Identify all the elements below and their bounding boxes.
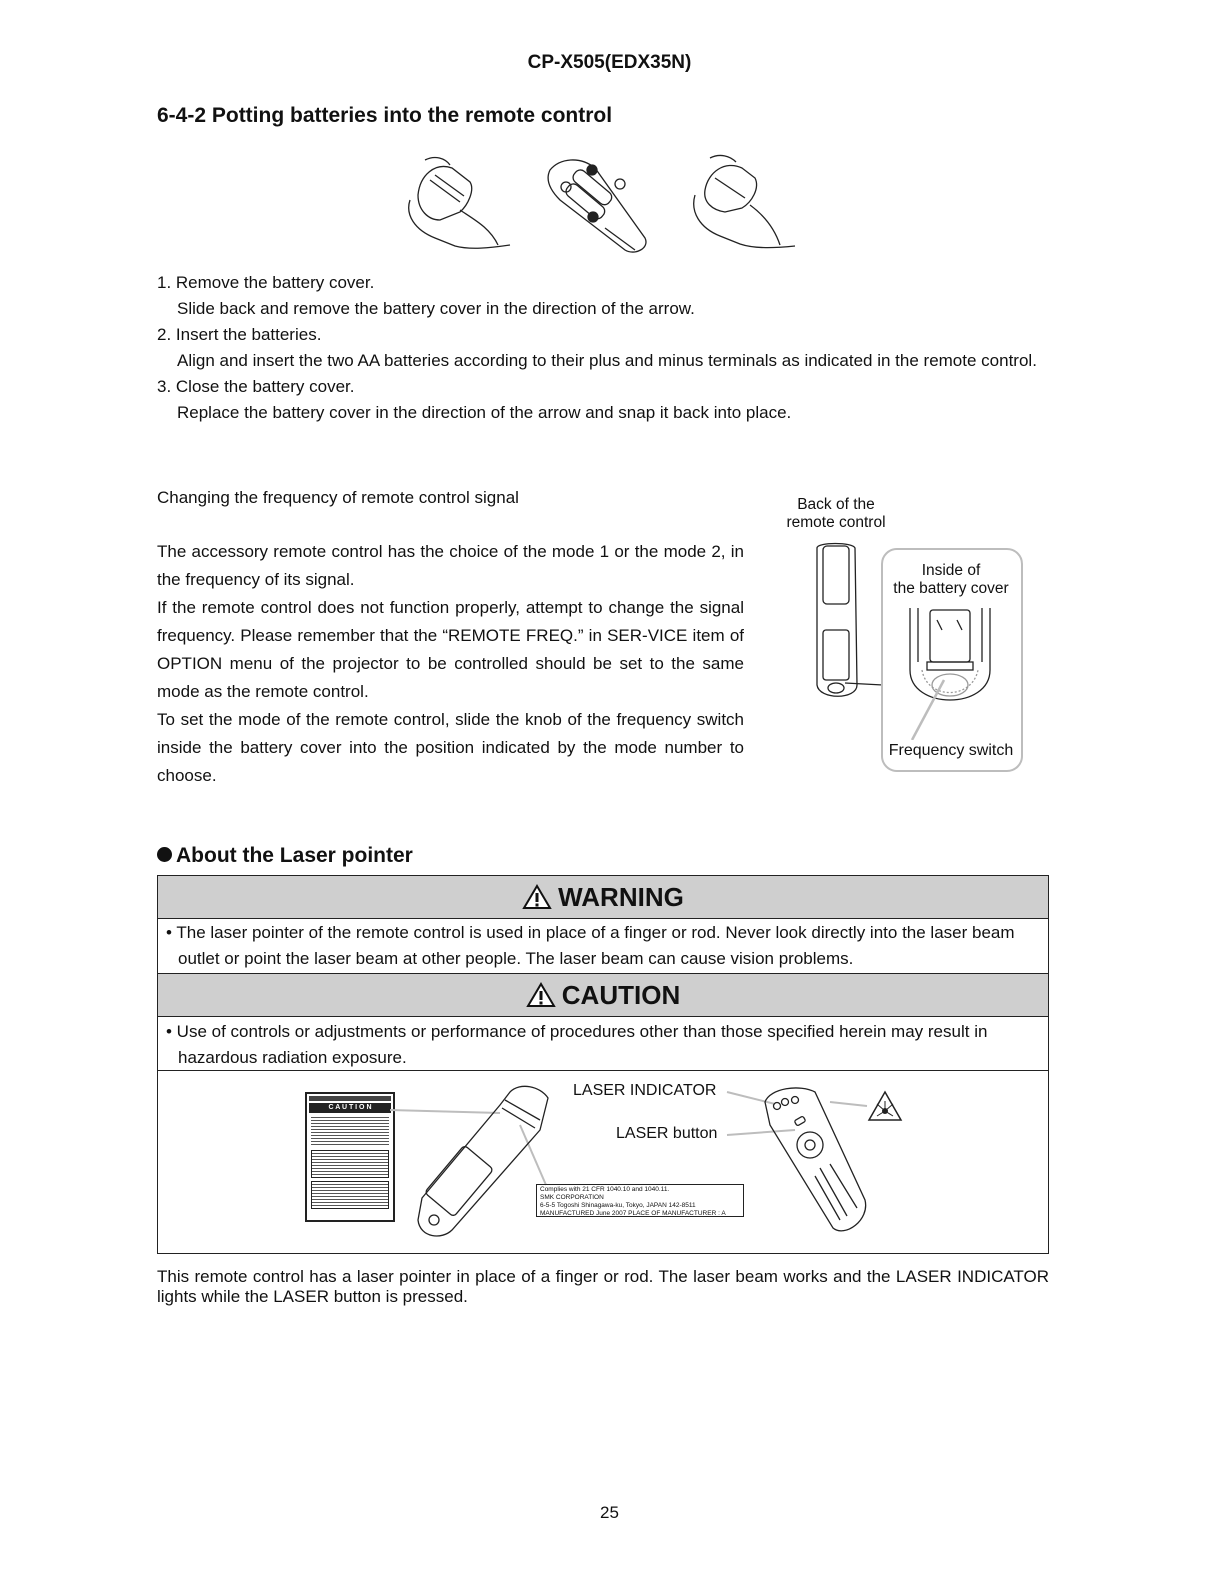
laser-indicator-label: LASER INDICATOR <box>573 1082 717 1099</box>
warning-bar <box>158 876 1048 919</box>
inside-label-line-1: Inside of <box>921 562 981 579</box>
laser-heading-text: About the Laser pointer <box>176 844 413 867</box>
frequency-paragraph-1: The accessory remote control has the choice of the mode 1 or the mode 2, in the frequency of its signal. <box>157 542 744 589</box>
battery-insertion-illustration <box>400 150 810 255</box>
step-1-detail: Slide back and remove the battery cover in the direction of the arrow. <box>177 299 695 318</box>
caution-triangle-icon <box>526 982 556 1008</box>
step-3-label: 3. Close the battery cover. <box>157 377 355 396</box>
warning-text: • The laser pointer of the remote control is used in place of a finger or rod. Never look directly into the laser beam outlet or point the laser beam at other people. The laser beam can cause vision problems. <box>158 919 1048 974</box>
caution-bar <box>158 974 1048 1017</box>
sticker-text-block-3 <box>311 1181 389 1209</box>
sticker-caution-title: C A U T I O N <box>309 1103 391 1113</box>
laser-pointer-heading <box>157 844 413 868</box>
frequency-paragraph-2: If the remote control does not function properly, attempt to change the signal frequency. Please remember that the “REMOTE FREQ.” in SER-VICE item of OPTION menu of the projector to be controlled should be set to the same mode as the remote control. <box>157 598 744 701</box>
frequency-description <box>157 538 744 790</box>
warning-triangle-icon <box>522 884 552 910</box>
caution-text: • Use of controls or adjustments or performance of procedures other than those specified herein may result in hazardous radiation exposure. <box>158 1017 1048 1071</box>
plate-line-1: Complies with 21 CFR 1040.10 and 1040.11. <box>540 1186 670 1193</box>
plate-line-2: SMK CORPORATION <box>540 1194 604 1201</box>
bullet-icon <box>157 847 172 862</box>
step-2-label: 2. Insert the batteries. <box>157 325 322 344</box>
frequency-heading: Changing the frequency of remote control signal <box>157 488 519 507</box>
remote-laser-front-drawing <box>725 1080 915 1240</box>
battery-steps-list <box>157 270 1037 426</box>
compliance-label-plate <box>536 1184 744 1217</box>
step-1-label: 1. Remove the battery cover. <box>157 273 375 292</box>
laser-hazard-icon <box>869 1092 901 1120</box>
document-model-header: CP-X505(EDX35N) <box>527 52 692 73</box>
battery-cover-inside-drawing <box>882 600 1018 740</box>
step-3-detail: Replace the battery cover in the direction of the arrow and snap it back into place. <box>177 403 792 422</box>
caution-sticker <box>305 1092 395 1222</box>
sticker-text-block-2 <box>311 1150 389 1178</box>
caution-title: CAUTION <box>561 980 681 1010</box>
hand-close-cover-drawing <box>694 155 795 247</box>
page-number: 25 <box>600 1503 619 1522</box>
laser-description: This remote control has a laser pointer in place of a finger or rod. The laser beam works and the LASER INDICATOR lights while the LASER button is pressed. <box>157 1267 1049 1306</box>
plate-line-4: MANUFACTURED June 2007 PLACE OF MANUFACTURER : A <box>540 1210 726 1217</box>
sticker-text-block-1 <box>311 1115 389 1147</box>
back-label-line-1: Back of the <box>797 496 875 513</box>
section-title: 6-4-2 Potting batteries into the remote control <box>157 104 613 127</box>
remote-battery-terminals-drawing <box>548 160 646 252</box>
warning-title: WARNING <box>558 882 684 912</box>
plate-line-3: 6-5-5 Togoshi Shinagawa-ku, Tokyo, JAPAN 142-8511 <box>540 1202 696 1209</box>
sticker-header-bar <box>309 1096 391 1101</box>
laser-button-label: LASER button <box>616 1125 718 1142</box>
step-2-detail: Align and insert the two AA batteries according to their plus and minus terminals as indicated in the remote control. <box>177 351 1037 370</box>
back-label-line-2: remote control <box>786 514 886 531</box>
frequency-paragraph-3: To set the mode of the remote control, slide the knob of the frequency switch inside the battery cover into the position indicated by the mode number to choose. <box>157 710 744 785</box>
inside-label-line-2: the battery cover <box>893 580 1009 597</box>
back-of-remote-label <box>770 496 902 532</box>
frequency-switch-label: Frequency switch <box>888 742 1014 759</box>
hand-remove-cover-drawing <box>409 158 510 249</box>
inside-cover-label <box>884 562 1018 598</box>
